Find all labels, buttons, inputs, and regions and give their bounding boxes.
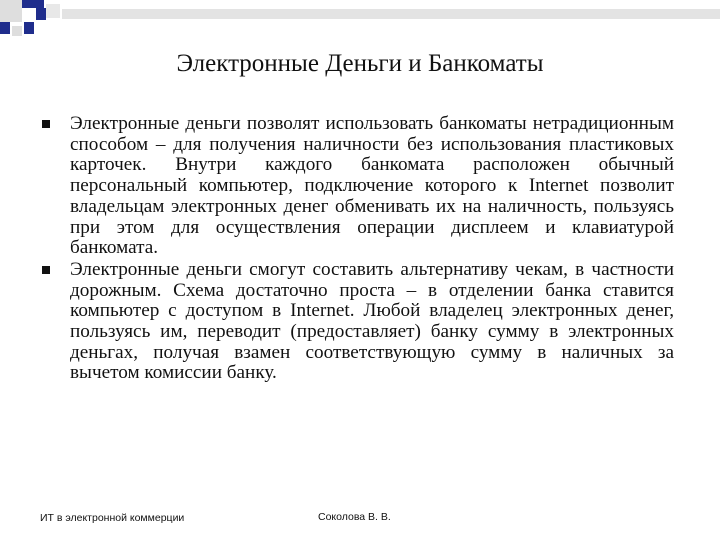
square-bullet-icon — [42, 266, 50, 274]
bullet-text: Электронные деньги смогут составить альтернативу чекам, в частности дорожным. Схема достаточно проста – в отделении банка ставится компьютер с доступом в Internet. Любой владелец электронных денег, пользуясь им, переводит (предоставляет) банку сумму в электронных деньгах, получая взамен соответствующую сумму в наличных за вычетом комиссии банку. — [70, 258, 674, 384]
bullet-item — [42, 260, 674, 384]
slide-title: Электронные Деньги и Банкоматы — [176, 50, 544, 77]
footer-author: Соколова В. В. — [318, 511, 391, 523]
bullet-item — [42, 114, 674, 259]
bullet-list — [42, 114, 674, 385]
top-rule — [62, 9, 720, 19]
footer-course: ИТ в электронной коммерции — [40, 512, 185, 524]
square-bullet-icon — [42, 120, 50, 128]
bullet-text: Электронные деньги позволят использовать банкоматы нетрадиционным способом – для получения наличности без использования пластиковых карточек. Внутри каждого банкомата расположен обычный персональный компьютер, подключение которого к Internet позволит владельцам электронных денег обменивать их на наличность, пользуясь при этом для осуществления операции дисплеем и клавиатурой банкомата. — [70, 113, 674, 259]
